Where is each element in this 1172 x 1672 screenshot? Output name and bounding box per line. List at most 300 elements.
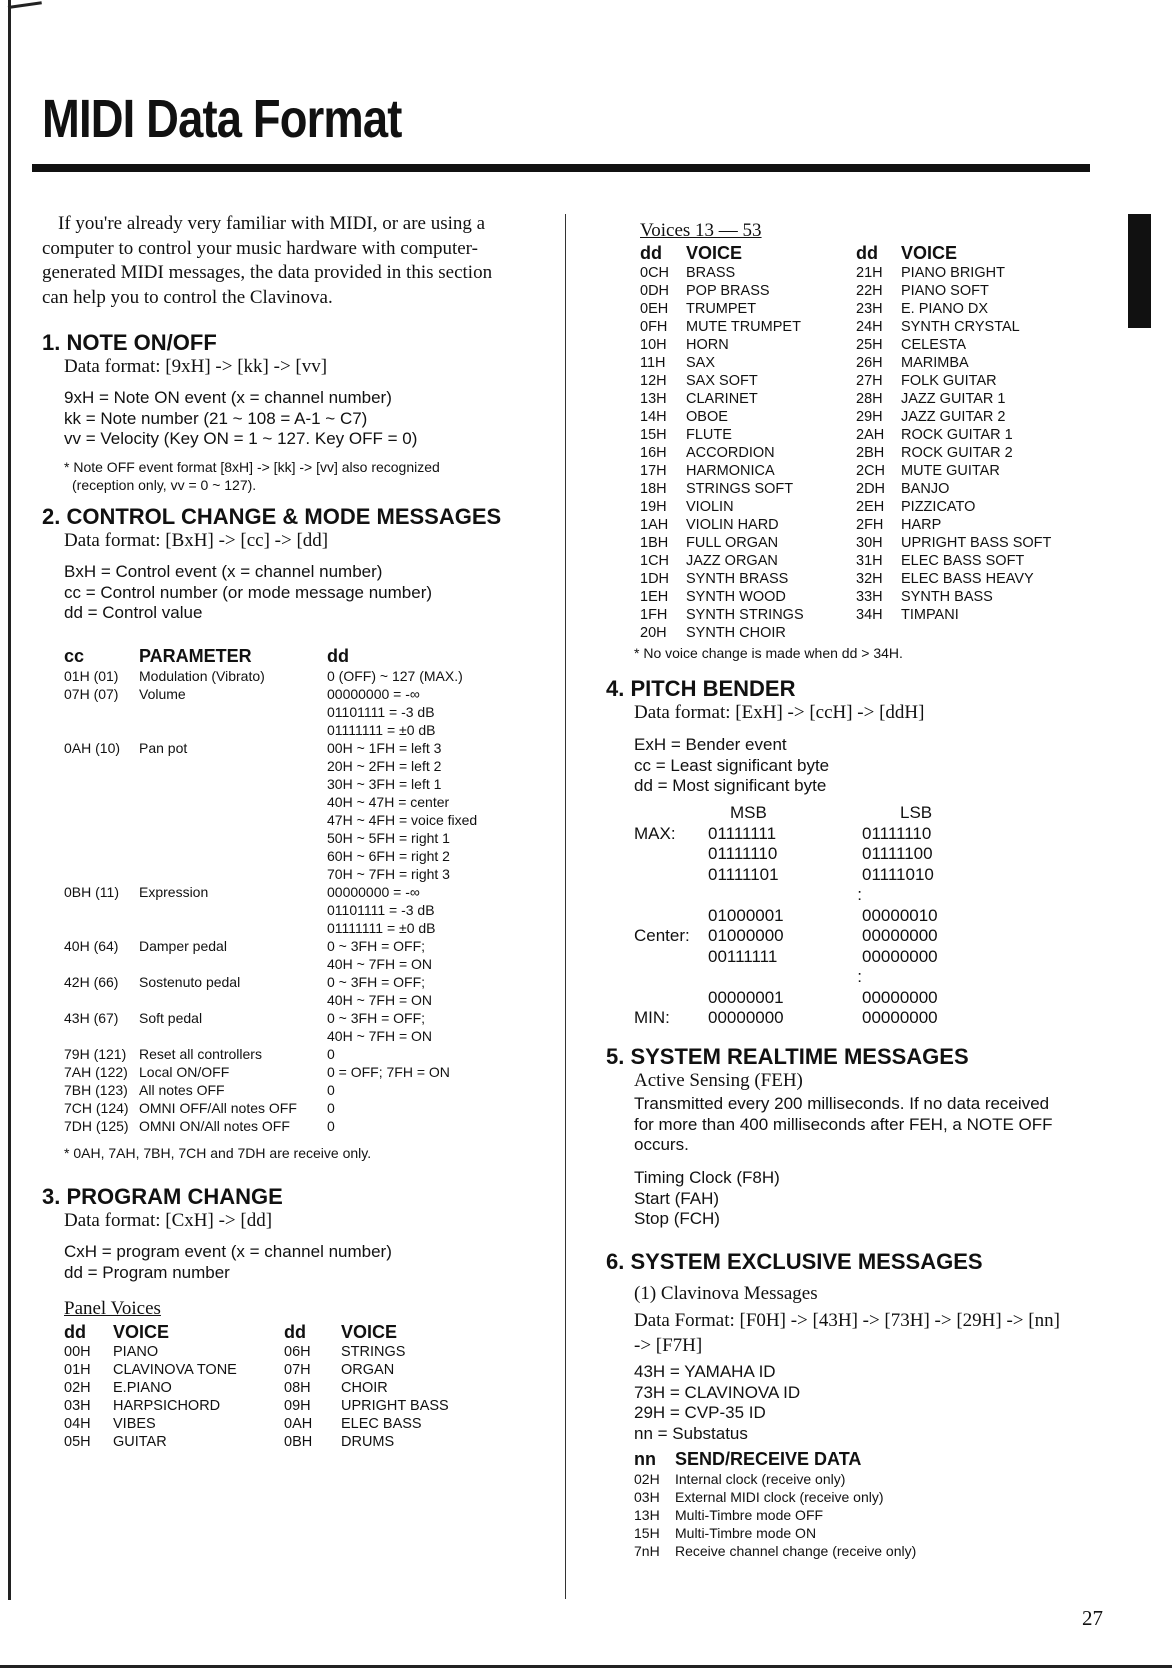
voice-cell: JAZZ GUITAR 2 <box>901 409 1006 425</box>
cc-cell <box>64 703 139 721</box>
parameter-cell <box>139 991 327 1009</box>
voice-cell: GUITAR <box>113 1434 167 1450</box>
voice-cell: FULL ORGAN <box>686 535 779 551</box>
cc-cell: 01H (01) <box>64 668 119 684</box>
msb-cell: 00000001 <box>708 987 784 1007</box>
label-cell <box>634 967 708 988</box>
table-row <box>64 973 477 991</box>
nn-cell: 03H <box>634 1489 660 1505</box>
lsb-cell: 00000000 <box>862 987 938 1007</box>
dd-cell: 25H <box>856 337 883 353</box>
parameter-cell <box>139 829 327 847</box>
pitch-bender-table <box>634 803 938 1029</box>
column-header: cc <box>64 646 85 666</box>
column-header: VOICE <box>686 243 743 263</box>
dd-cell: 34H <box>856 607 883 623</box>
dd-cell: 1DH <box>640 571 670 587</box>
dd-cell: 1BH <box>640 535 669 551</box>
table-header-row <box>634 1449 916 1470</box>
dd-cell: 10H <box>640 337 667 353</box>
voice-cell: VIBES <box>113 1416 156 1432</box>
parameter-cell: OMNI OFF/All notes OFF <box>139 1100 297 1116</box>
dd-cell: 22H <box>856 283 883 299</box>
intro-line: computer to control your music hardware with computer- <box>42 237 478 259</box>
definition: dd = Most significant byte <box>634 776 827 795</box>
control-change-table <box>64 646 477 1135</box>
cc-cell: 40H (64) <box>64 938 119 954</box>
table-row <box>640 480 1051 498</box>
dd-cell: 47H ~ 4FH = voice fixed <box>327 812 478 828</box>
data-format: Data format: [BxH] -> [cc] -> [dd] <box>64 530 329 551</box>
table-row <box>64 703 477 721</box>
table-row <box>634 988 938 1009</box>
cc-cell <box>64 847 139 865</box>
table-row <box>64 901 477 919</box>
dd-cell <box>856 624 901 642</box>
parameter-cell <box>139 703 327 721</box>
dd-cell: 0 <box>327 1100 335 1116</box>
subheading: (1) Clavinova Messages <box>634 1283 818 1304</box>
dd-cell: 40H ~ 7FH = ON <box>327 1028 433 1044</box>
table-row <box>640 300 1051 318</box>
parameter-cell <box>139 901 327 919</box>
table-row <box>634 967 938 988</box>
section-heading-program-change: 3. PROGRAM CHANGE <box>42 1184 283 1209</box>
table-row <box>634 824 938 845</box>
dd-cell: 0 <box>327 1046 335 1062</box>
dd-cell: 33H <box>856 589 883 605</box>
panel-voices-table <box>64 1322 449 1451</box>
voice-cell: STRINGS <box>341 1344 406 1360</box>
table-row <box>634 1008 938 1029</box>
parameter-cell: Volume <box>139 686 186 702</box>
table-row <box>640 318 1051 336</box>
cc-cell <box>64 775 139 793</box>
definition: 43H = YAMAHA ID <box>634 1362 776 1381</box>
page-title: MIDI Data Format <box>42 89 402 149</box>
dd-cell: 01H <box>64 1362 91 1378</box>
voice-cell: HARMONICA <box>686 463 775 479</box>
parameter-cell: Modulation (Vibrato) <box>139 668 265 684</box>
voice-cell: HARP <box>901 517 942 533</box>
data-format-line: Data Format: [F0H] -> [43H] -> [73H] -> [29H] -> [nn] <box>634 1310 1060 1331</box>
table-row <box>64 829 477 847</box>
table-row <box>64 1343 449 1361</box>
dd-cell: 0 ~ 3FH = OFF; <box>327 938 426 954</box>
cc-cell <box>64 793 139 811</box>
column-header: LSB <box>900 803 933 822</box>
lsb-cell <box>862 967 938 988</box>
table-row <box>640 444 1051 462</box>
ellipsis-cell: : <box>857 885 862 904</box>
voice-cell: HORN <box>686 337 729 353</box>
parameter-cell: Damper pedal <box>139 938 227 954</box>
description-line: occurs. <box>634 1135 689 1154</box>
voice-cell: SAX <box>686 355 716 371</box>
voice-cell: ORGAN <box>341 1362 395 1378</box>
dd-cell: 00000000 = -∞ <box>327 884 420 900</box>
parameter-cell <box>139 775 327 793</box>
parameter-cell <box>139 721 327 739</box>
dd-cell: 2CH <box>856 463 886 479</box>
dd-cell: 09H <box>284 1398 311 1414</box>
column-header: nn <box>634 1449 656 1469</box>
dd-cell: 17H <box>640 463 667 479</box>
data-format: Data format: [CxH] -> [dd] <box>64 1210 273 1231</box>
voice-cell: JAZZ GUITAR 1 <box>901 391 1006 407</box>
voice-cell: ELEC BASS <box>341 1416 422 1432</box>
table-row <box>64 811 477 829</box>
voice-cell: SYNTH STRINGS <box>686 607 804 623</box>
parameter-cell <box>139 811 327 829</box>
footnote: * No voice change is made when dd > 34H. <box>634 645 903 661</box>
lsb-cell: 01111100 <box>862 844 933 863</box>
dd-cell: 03H <box>64 1398 91 1414</box>
voice-cell: ELEC BASS SOFT <box>901 553 1025 569</box>
dd-cell: 0BH <box>284 1434 313 1450</box>
voice-cell: SYNTH CRYSTAL <box>901 319 1020 335</box>
table-row <box>64 1045 477 1063</box>
lsb-cell: 01111010 <box>862 864 934 884</box>
table-row <box>64 991 477 1009</box>
voice-cell: ROCK GUITAR 1 <box>901 427 1013 443</box>
lsb-cell: 00000000 <box>862 946 938 966</box>
voice-cell: SYNTH CHOIR <box>686 625 786 641</box>
label-cell <box>634 947 708 968</box>
dd-cell: 20H <box>640 625 667 641</box>
table-row <box>640 282 1051 300</box>
dd-cell: 15H <box>640 427 667 443</box>
voice-cell: CLARINET <box>686 391 758 407</box>
dd-cell: 0 <box>327 1082 335 1098</box>
voice-cell: E. PIANO DX <box>901 301 989 317</box>
cc-cell: 7AH (122) <box>64 1064 128 1080</box>
voice-cell: BANJO <box>901 481 950 497</box>
dd-cell: 2DH <box>856 481 886 497</box>
label-cell <box>634 865 708 886</box>
bottom-rule <box>0 1665 1172 1668</box>
table-row <box>640 354 1051 372</box>
table-row <box>64 937 477 955</box>
column-header <box>634 803 708 824</box>
dd-cell: 13H <box>640 391 667 407</box>
dd-cell: 60H ~ 6FH = right 2 <box>327 848 450 864</box>
data-format: Data format: [ExH] -> [ccH] -> [ddH] <box>634 702 925 723</box>
dd-cell: 06H <box>284 1344 311 1360</box>
table-row <box>64 1379 449 1397</box>
label-cell <box>634 906 708 927</box>
table-row <box>634 865 938 886</box>
column-header: SEND/RECEIVE DATA <box>675 1449 862 1469</box>
dd-cell: 02H <box>64 1380 91 1396</box>
column-header: VOICE <box>901 243 958 263</box>
msb-cell: 00111111 <box>708 946 778 966</box>
table-row <box>64 919 477 937</box>
definition: kk = Note number (21 ~ 108 = A-1 ~ C7) <box>64 408 368 428</box>
nn-cell: 7nH <box>634 1543 660 1559</box>
dd-cell: 40H ~ 7FH = ON <box>327 992 433 1008</box>
dd-cell: 0 ~ 3FH = OFF; <box>327 1010 426 1026</box>
definition: 9xH = Note ON event (x = channel number) <box>64 388 392 407</box>
dd-cell: 19H <box>640 499 667 515</box>
voice-cell: PIANO <box>113 1344 159 1360</box>
title-rule <box>32 164 1090 172</box>
definition-list <box>64 1242 392 1283</box>
label-cell <box>634 885 708 906</box>
cc-cell: 0BH (11) <box>64 884 119 900</box>
voice-cell: E.PIANO <box>113 1380 172 1396</box>
parameter-cell <box>139 919 327 937</box>
column-header: MSB <box>730 803 767 822</box>
cc-cell: 42H (66) <box>64 974 119 990</box>
dd-cell: 27H <box>856 373 883 389</box>
cc-cell: 43H (67) <box>64 1010 119 1026</box>
msb-cell: 00000000 <box>708 1008 784 1027</box>
parameter-cell <box>139 865 327 883</box>
table-row <box>640 570 1051 588</box>
parameter-cell <box>139 757 327 775</box>
dd-cell: 0AH <box>284 1416 313 1432</box>
dd-cell: 04H <box>64 1416 91 1432</box>
cc-cell <box>64 829 139 847</box>
intro-line: generated MIDI messages, the data provided in this section <box>42 262 493 283</box>
dd-cell: 30H ~ 3FH = left 1 <box>327 776 442 792</box>
data-format-line: -> [F7H] <box>634 1335 703 1356</box>
cc-cell <box>64 919 139 937</box>
table-row <box>64 775 477 793</box>
table-row <box>640 606 1051 624</box>
page-edge-line <box>8 0 11 1600</box>
lsb-cell: 00000000 <box>862 926 938 945</box>
voice-cell: HARPSICHORD <box>113 1398 221 1414</box>
parameter-cell: All notes OFF <box>139 1082 225 1098</box>
voice-cell: BRASS <box>686 265 736 281</box>
voice-cell: ELEC BASS HEAVY <box>901 571 1034 587</box>
definition: cc = Least significant byte <box>634 755 830 775</box>
dd-cell: 40H ~ 7FH = ON <box>327 956 433 972</box>
footnote-line: * Note OFF event format [8xH] -> [kk] -> [vv] also recognized <box>64 459 440 475</box>
definition-list <box>634 735 829 797</box>
dd-cell: 0 (OFF) ~ 127 (MAX.) <box>327 668 463 684</box>
description <box>634 1094 1053 1156</box>
section-heading-control-change: 2. CONTROL CHANGE & MODE MESSAGES <box>42 504 502 529</box>
definition-list <box>64 562 432 624</box>
table-row <box>64 865 477 883</box>
dd-cell: 12H <box>640 373 667 389</box>
description-line: for more than 400 milliseconds after FEH, a NOTE OFF <box>634 1114 1053 1134</box>
section-heading-pitch-bender: 4. PITCH BENDER <box>606 676 796 701</box>
column-header: dd <box>856 243 878 263</box>
dd-cell: 0 = OFF; 7FH = ON <box>327 1064 450 1080</box>
footnote <box>64 458 440 494</box>
definition: dd = Control value <box>64 603 203 622</box>
table-row <box>64 1361 449 1379</box>
voice-cell: CHOIR <box>341 1380 388 1396</box>
table-row <box>634 885 938 906</box>
table-row <box>640 462 1051 480</box>
label-cell <box>634 844 708 865</box>
dd-cell: 24H <box>856 319 883 335</box>
dd-cell: 00H ~ 1FH = left 3 <box>327 740 442 756</box>
dd-cell: 00H <box>64 1344 91 1360</box>
table-row <box>640 516 1051 534</box>
dd-cell: 2AH <box>856 427 885 443</box>
table-row <box>64 685 477 703</box>
voice-cell: PIANO BRIGHT <box>901 265 1005 281</box>
voice-cell: JAZZ ORGAN <box>686 553 778 569</box>
cc-cell: 7CH (124) <box>64 1100 129 1116</box>
dd-cell: 0CH <box>640 265 670 281</box>
voice-cell: VIOLIN HARD <box>686 517 779 533</box>
label-cell: MAX: <box>634 823 676 843</box>
dd-cell: 32H <box>856 571 883 587</box>
definition: 73H = CLAVINOVA ID <box>634 1382 801 1402</box>
definition-list <box>64 388 417 450</box>
table-row <box>64 721 477 739</box>
description-line: Transmitted every 200 milliseconds. If no data received <box>634 1094 1050 1113</box>
intro-paragraph <box>42 212 542 310</box>
table-row <box>634 926 938 947</box>
table-row <box>64 1027 477 1045</box>
subheading: Active Sensing (FEH) <box>634 1070 803 1091</box>
definition: 29H = CVP-35 ID <box>634 1403 766 1422</box>
table-row <box>634 1470 916 1488</box>
table-row <box>640 552 1051 570</box>
voice-cell: TIMPANI <box>901 607 959 623</box>
cc-cell: 07H (07) <box>64 686 119 702</box>
table-row <box>64 847 477 865</box>
voice-cell: FOLK GUITAR <box>901 373 997 389</box>
cc-cell <box>64 721 139 739</box>
page-corner-mark <box>8 1 42 9</box>
table-row <box>634 844 938 865</box>
cc-cell: 0AH (10) <box>64 740 121 756</box>
dd-cell: 30H <box>856 535 883 551</box>
voice-cell: POP BRASS <box>686 283 770 299</box>
dd-cell: 14H <box>640 409 667 425</box>
nn-cell: 15H <box>634 1525 660 1541</box>
table-header-row <box>64 646 477 667</box>
parameter-cell: Local ON/OFF <box>139 1064 230 1080</box>
table-row <box>64 1415 449 1433</box>
dd-cell: 1CH <box>640 553 670 569</box>
dd-cell: 50H ~ 5FH = right 1 <box>327 830 450 846</box>
cc-cell: 7DH (125) <box>64 1118 129 1134</box>
dd-cell: 2BH <box>856 445 885 461</box>
table-row <box>634 906 938 927</box>
dd-cell: 23H <box>856 301 883 317</box>
table-row <box>640 372 1051 390</box>
voice-cell: ACCORDION <box>686 445 775 461</box>
dd-cell: 11H <box>640 355 666 371</box>
definition: ExH = Bender event <box>634 735 787 754</box>
dd-cell: 07H <box>284 1362 311 1378</box>
voice-cell: SYNTH WOOD <box>686 589 786 605</box>
dd-cell: 0 ~ 3FH = OFF; <box>327 974 426 990</box>
message-list <box>634 1168 780 1230</box>
dd-cell: 01111111 = ±0 dB <box>327 920 436 936</box>
dd-cell: 0EH <box>640 301 669 317</box>
footnote-line: (reception only, vv = 0 ~ 127). <box>72 477 257 493</box>
definition: cc = Control number (or mode message number) <box>64 582 433 602</box>
column-header: dd <box>64 1322 86 1342</box>
data-cell: Multi-Timbre mode ON <box>675 1525 817 1541</box>
column-header: PARAMETER <box>139 646 252 666</box>
table-row <box>640 336 1051 354</box>
cc-cell <box>64 901 139 919</box>
msb-cell: 01000001 <box>708 905 784 925</box>
section-heading-note-on-off: 1. NOTE ON/OFF <box>42 330 217 355</box>
cc-cell <box>64 991 139 1009</box>
table-row <box>634 1542 916 1560</box>
dd-cell: 26H <box>856 355 883 371</box>
data-cell: Receive channel change (receive only) <box>675 1543 917 1559</box>
voice-cell: CELESTA <box>901 337 967 353</box>
cc-cell: 79H (121) <box>64 1046 127 1062</box>
voice-cell: VIOLIN <box>686 499 734 515</box>
nn-cell: 02H <box>634 1471 660 1487</box>
dd-cell: 40H ~ 47H = center <box>327 794 450 810</box>
table-row <box>634 1524 916 1542</box>
dd-cell: 70H ~ 7FH = right 3 <box>327 866 450 882</box>
dd-cell: 0DH <box>640 283 670 299</box>
cc-cell <box>64 955 139 973</box>
voice-cell: TRUMPET <box>686 301 757 317</box>
dd-cell: 1FH <box>640 607 668 623</box>
voice-cell: SYNTH BRASS <box>686 571 789 587</box>
voice-cell: SYNTH BASS <box>901 589 993 605</box>
dd-cell: 21H <box>856 265 883 281</box>
table-row <box>64 1397 449 1415</box>
table-row <box>64 1117 477 1135</box>
definition: nn = Substatus <box>634 1423 748 1443</box>
sysex-table <box>634 1449 916 1560</box>
data-format <box>634 1308 1060 1358</box>
table-header-row <box>640 243 1051 264</box>
data-cell: External MIDI clock (receive only) <box>675 1489 884 1505</box>
voice-cell <box>901 624 1051 642</box>
table-row <box>640 390 1051 408</box>
data-cell: Internal clock (receive only) <box>675 1471 846 1487</box>
voice-cell: OBOE <box>686 409 728 425</box>
page-number: 27 <box>1082 1606 1103 1630</box>
dd-cell: 29H <box>856 409 883 425</box>
table-row <box>634 1506 916 1524</box>
message-item: Timing Clock (F8H) <box>634 1168 780 1187</box>
dd-cell: 00000000 = -∞ <box>327 686 420 702</box>
table-row <box>640 408 1051 426</box>
definition: dd = Program number <box>64 1262 230 1282</box>
voice-cell: UPRIGHT BASS SOFT <box>901 535 1052 551</box>
voices-title: Voices 13 — 53 <box>640 220 762 241</box>
voice-cell: MUTE GUITAR <box>901 463 1000 479</box>
table-row <box>64 1009 477 1027</box>
voice-cell: UPRIGHT BASS <box>341 1398 449 1414</box>
cc-cell <box>64 865 139 883</box>
dd-cell: 01101111 = -3 dB <box>327 704 435 720</box>
lsb-cell <box>862 885 938 906</box>
parameter-cell: Sostenuto pedal <box>139 974 241 990</box>
column-header: dd <box>327 646 349 666</box>
section-heading-system-exclusive: 6. SYSTEM EXCLUSIVE MESSAGES <box>606 1249 983 1274</box>
table-row <box>64 757 477 775</box>
table-row <box>64 1081 477 1099</box>
panel-voices-title: Panel Voices <box>64 1298 161 1319</box>
data-cell: Multi-Timbre mode OFF <box>675 1507 824 1523</box>
parameter-cell: Soft pedal <box>139 1010 203 1026</box>
msb-cell: 01000000 <box>708 926 784 945</box>
column-header: dd <box>284 1322 306 1342</box>
